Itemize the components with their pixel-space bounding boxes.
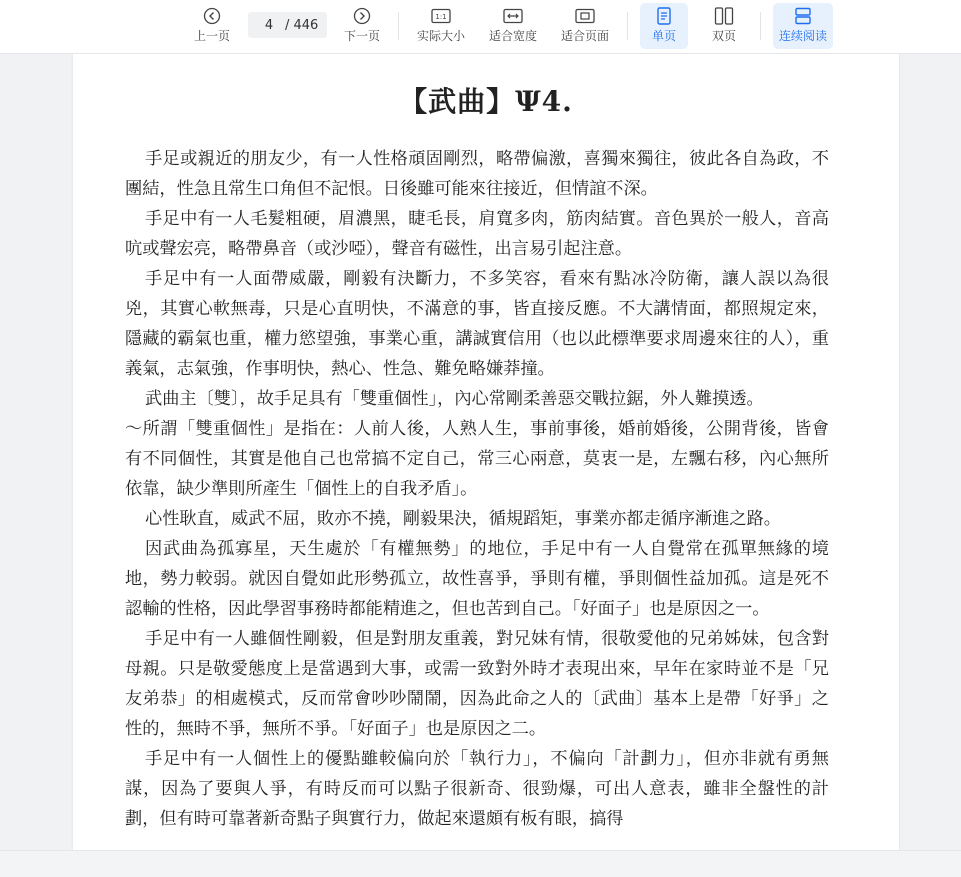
- paragraph: 心性耿直，威武不屈，敗亦不撓，剛毅果決，循規蹈矩，事業亦都走循序漸進之路。: [145, 509, 781, 529]
- next-page-label: 下一页: [343, 29, 380, 43]
- prev-page-label: 上一页: [193, 29, 230, 43]
- current-page-input[interactable]: [256, 18, 282, 33]
- single-page-label: 单页: [651, 29, 676, 43]
- bottom-status-bar: [0, 850, 961, 877]
- continuous-reading-icon: [794, 3, 812, 29]
- single-page-icon: [656, 3, 672, 29]
- page-content: [125, 144, 829, 834]
- next-page-button[interactable]: [338, 3, 386, 49]
- fit-width-icon: [503, 3, 523, 29]
- paragraph: ～所謂「雙重個性」是指在：人前人後，人熟人生，事前事後，婚前婚後，公開背後，皆會有不同個性，其實是他自己也常搞不定自己，常三心兩意，莫衷一是，左飄右移，內心無所依靠，缺少準則所產生「個性上的自我矛盾」。: [125, 419, 829, 499]
- single-page-button[interactable]: [640, 3, 688, 49]
- double-page-label: 双页: [711, 29, 736, 43]
- paragraph: 手足或親近的朋友少，有一人性格頑固剛烈，略帶偏激，喜獨來獨往，彼此各自為政，不團結，性急且常生口角但不記恨。日後雖可能來往接近，但情誼不深。: [125, 149, 829, 199]
- paragraph: 武曲主〔雙〕，故手足具有「雙重個性」，內心常剛柔善惡交戰拉鋸，外人難摸透。: [145, 389, 764, 409]
- paragraph: 手足中有一人毛髮粗硬，眉濃黑，睫毛長，肩寬多肉，筋肉結實。音色異於一般人，音高吭或聲宏亮，略帶鼻音（或沙啞），聲音有磁性，出言易引起注意。: [125, 209, 829, 259]
- total-pages: / 446: [285, 17, 319, 33]
- document-page: [73, 54, 899, 850]
- fit-width-label: 适合宽度: [488, 29, 537, 43]
- arrow-right-circle-icon: [353, 3, 371, 29]
- paragraph: 手足中有一人面帶威嚴，剛毅有決斷力，不多笑容，看來有點冰冷防衛，讓人誤以為很兇，其實心軟無毒，只是心直明快，不滿意的事，皆直接反應。不大講情面，都照規定來，隱藏的霸氣也重，權力慾望強，事業心重，講誠實信用（也以此標準要求周邊來往的人），重義氣，志氣強，作事明快，熱心、性急、難免略嫌莽撞。: [125, 269, 829, 379]
- viewer-toolbar: [0, 0, 961, 54]
- fit-page-button[interactable]: [557, 3, 613, 49]
- continuous-reading-button[interactable]: [773, 3, 833, 49]
- fit-page-label: 适合页面: [560, 29, 609, 43]
- page-title: 【武曲】Ψ4.: [399, 85, 573, 118]
- double-page-icon: [714, 3, 734, 29]
- paragraph: 手足中有一人雖個性剛毅，但是對朋友重義，對兄妹有情，很敬愛他的兄弟姊妹，包含對母親。只是敬愛態度上是當遇到大事，或需一致對外時才表現出來，早年在家時並不是「兄友弟恭」的相處模式，反而常會吵吵鬧鬧，因為此命之人的〔武曲〕基本上是帶「好爭」之性的，無時不爭，無所不爭。「好面子」也是原因之二。: [125, 629, 829, 739]
- svg-text:1:1: 1:1: [435, 13, 447, 21]
- toolbar-divider: [627, 12, 628, 40]
- paragraph: 因武曲為孤寡星，天生處於「有權無勢」的地位，手足中有一人自覺常在孤單無緣的境地，勢力較弱。就因自覺如此形勢孤立，故性喜爭，爭則有權，爭則個性益加孤。這是死不認輸的性格，因此學習事務時都能精進之，但也苦到自己。「好面子」也是原因之一。: [125, 539, 829, 619]
- actual-size-icon: [431, 3, 451, 29]
- double-page-button[interactable]: [700, 3, 748, 49]
- toolbar-divider: [398, 12, 399, 40]
- arrow-left-circle-icon: [203, 3, 221, 29]
- continuous-reading-label: 连续阅读: [778, 29, 827, 43]
- prev-page-button[interactable]: [188, 3, 236, 49]
- toolbar-divider: [760, 12, 761, 40]
- actual-size-label: 实际大小: [416, 29, 465, 43]
- page-number-box: [248, 12, 327, 38]
- actual-size-button[interactable]: [413, 3, 469, 49]
- fit-width-button[interactable]: [485, 3, 541, 49]
- fit-page-icon: [575, 3, 595, 29]
- paragraph: 手足中有一人個性上的優點雖較偏向於「執行力」，不偏向「計劃力」，但亦非就有勇無謀，因為了要與人爭，有時反而可以點子很新奇、很勁爆，可出人意表，雖非全盤性的計劃，但有時可靠著新奇點子與實行力，做起來還頗有板有眼，搞得: [125, 749, 829, 829]
